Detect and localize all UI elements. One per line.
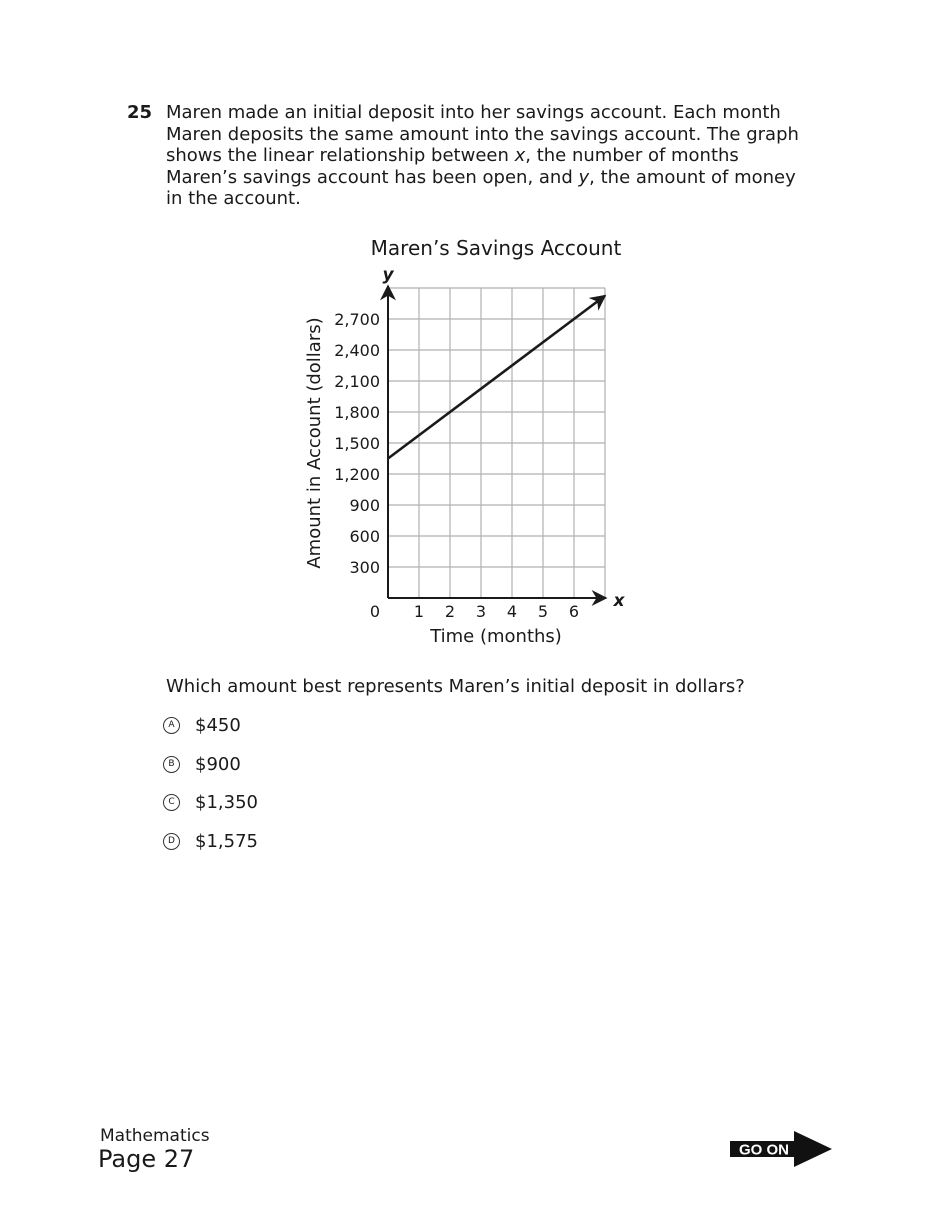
choice-bubble-d[interactable]: D — [163, 833, 180, 850]
chart-title: Maren’s Savings Account — [370, 236, 622, 260]
y-tick-label: 300 — [349, 558, 380, 577]
x-axis-label: Time (months) — [430, 626, 562, 647]
x-axis-letter: x — [613, 591, 625, 611]
x-tick-label: 1 — [413, 602, 425, 621]
y-tick-label: 2,700 — [334, 310, 380, 329]
choice-bubble-a[interactable]: A — [163, 717, 180, 734]
origin-label: 0 — [369, 602, 381, 621]
go-on-arrow-icon — [730, 1131, 832, 1167]
y-tick-label: 1,200 — [334, 465, 380, 484]
y-axis-label: Amount in Account (dollars) — [304, 317, 325, 569]
answer-choice-c[interactable] — [163, 789, 258, 815]
y-tick-label: 900 — [349, 496, 380, 515]
variable-y: y — [578, 166, 590, 188]
x-tick-label: 6 — [568, 602, 580, 621]
choice-text-b: $900 — [195, 753, 241, 775]
go-on-label: GO ON — [738, 1141, 790, 1159]
page-number: Page 27 — [98, 1145, 195, 1173]
question-line: Maren made an initial deposit into her savings account. Each month — [166, 102, 781, 123]
question-line: Maren deposits the same amount into the savings account. The graph — [166, 123, 799, 145]
y-axis-letter: y — [382, 265, 394, 285]
series-line-savings — [388, 296, 605, 459]
choice-bubble-b[interactable]: B — [163, 756, 180, 773]
question-line: in the account. — [166, 188, 301, 209]
y-tick-label: 1,500 — [334, 434, 380, 453]
x-tick-label: 4 — [506, 602, 518, 621]
choice-text-a: $450 — [195, 714, 241, 736]
choice-text-d: $1,575 — [195, 830, 258, 852]
choice-bubble-c[interactable]: C — [163, 794, 180, 811]
answer-choice-d[interactable] — [163, 828, 258, 854]
question-line: shows the linear relationship between x, the number of months — [166, 145, 739, 166]
y-tick-label: 600 — [349, 527, 380, 546]
x-tick-label: 2 — [444, 602, 456, 621]
y-tick-label: 1,800 — [334, 403, 380, 422]
x-tick-label: 3 — [475, 602, 487, 621]
y-tick-label: 2,400 — [334, 341, 380, 360]
choice-text-c: $1,350 — [195, 791, 258, 813]
question-line: Maren’s savings account has been open, and y, the amount of money — [166, 166, 796, 188]
footer-subject: Mathematics — [100, 1126, 210, 1146]
question-prompt: Which amount best represents Maren’s initial deposit in dollars? — [166, 676, 745, 697]
question-number: 25 — [127, 102, 153, 123]
answer-choice-b[interactable] — [163, 751, 241, 777]
variable-x: x — [514, 145, 526, 166]
x-tick-label: 5 — [537, 602, 549, 621]
y-tick-label: 2,100 — [334, 372, 380, 391]
answer-choice-a[interactable] — [163, 712, 241, 738]
